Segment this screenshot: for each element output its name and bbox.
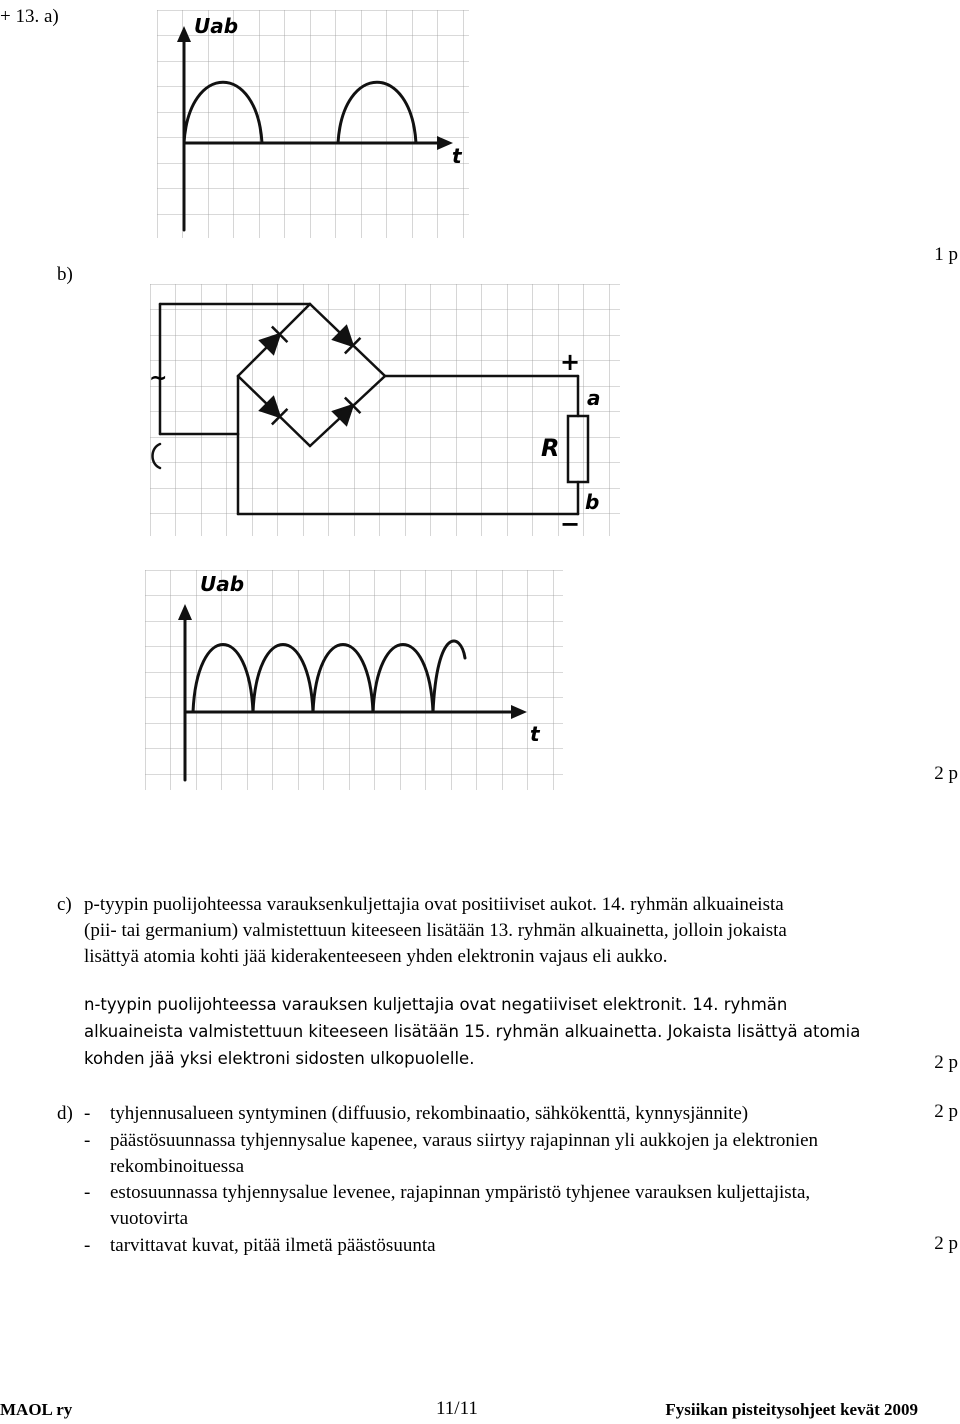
- p-type-line: p-tyypin puolijohteessa varauksenkuljettajia ovat positiiviset aukot. 14. ryhmän alkuaineista: [84, 894, 784, 915]
- d-item-line: vuotovirta: [110, 1208, 189, 1229]
- graph-full-wave: [145, 570, 563, 790]
- n-type-line: n-tyypin puolijohteessa varauksen kuljettajia ovat negatiiviset elektronit. 14. ryhmän: [84, 995, 788, 1014]
- graph2-y-label: Uab: [200, 572, 245, 596]
- list-dash: -: [84, 1182, 91, 1203]
- graph-half-wave: [157, 10, 469, 238]
- minus-terminal-label: −: [560, 510, 581, 538]
- p-type-line: lisättyä atomia kohti jää kiderakenteeseen yhden elektronin vajaus eli aukko.: [84, 946, 668, 967]
- terminal-a-label: a: [587, 386, 601, 410]
- part-b-label: b): [57, 264, 73, 285]
- list-dash: -: [84, 1103, 91, 1124]
- part-d-label: d): [57, 1103, 73, 1124]
- list-dash: -: [84, 1130, 91, 1151]
- points-d-1: 2 p: [934, 1101, 958, 1122]
- question-label: + 13. a): [0, 6, 59, 27]
- p-type-line: (pii- tai germanium) valmistettuun kiteeseen lisätään 13. ryhmän alkuainetta, jolloin jokaista: [84, 920, 787, 941]
- bridge-rectifier-circuit: [150, 284, 620, 536]
- resistor-label: R: [541, 434, 560, 462]
- part-c-label: c): [57, 894, 72, 915]
- footer-page-number: 11/11: [436, 1398, 478, 1419]
- d-item-line: estosuunnassa tyhjennysalue levenee, rajapinnan ympäristö tyhjenee varauksen kuljettajista,: [110, 1182, 811, 1203]
- graph2-x-label: t: [530, 722, 540, 746]
- list-dash: -: [84, 1235, 91, 1256]
- plus-terminal-label: +: [560, 348, 581, 376]
- d-item-line: tarvittavat kuvat, pitää ilmetä päästösuunta: [110, 1235, 436, 1256]
- n-type-line: kohden jää yksi elektroni sidosten ulkopuolelle.: [84, 1049, 475, 1068]
- points-b: 2 p: [934, 763, 958, 784]
- graph1-x-label: t: [452, 144, 462, 168]
- terminal-b-label: b: [585, 490, 600, 514]
- d-item-line: rekombinoituessa: [110, 1156, 245, 1177]
- points-c: 2 p: [934, 1052, 958, 1073]
- ac-symbol-label: ~: [149, 366, 168, 391]
- points-d-2: 2 p: [934, 1233, 958, 1254]
- points-a: 1 p: [934, 244, 958, 265]
- d-item-line: päästösuunnassa tyhjennysalue kapenee, varaus siirtyy rajapinnan yli aukkojen ja elektronien: [110, 1130, 819, 1151]
- d-item-line: tyhjennusalueen syntyminen (diffuusio, rekombinaatio, sähkökenttä, kynnysjännite): [110, 1103, 749, 1124]
- footer-org: MAOL ry: [0, 1400, 73, 1419]
- graph1-y-label: Uab: [194, 14, 239, 38]
- footer-title: Fysiikan pisteitysohjeet kevät 2009: [665, 1400, 918, 1419]
- n-type-line: alkuaineista valmistettuun kiteeseen lisätään 15. ryhmän alkuainetta. Jokaista lisättyä atomia: [84, 1022, 861, 1041]
